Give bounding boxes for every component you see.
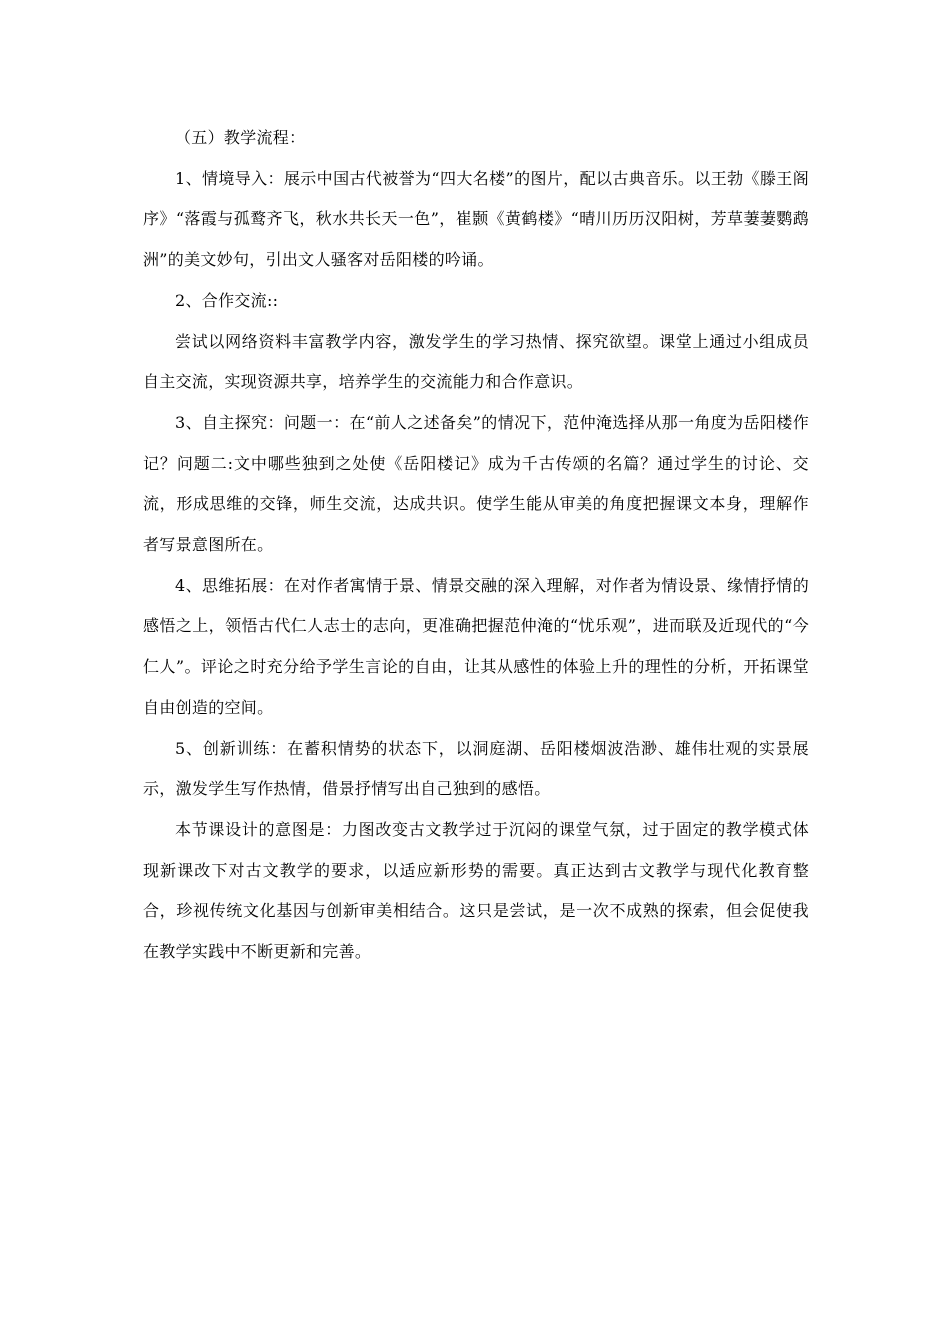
paragraph-cooperation-heading: 2、合作交流::: [175, 290, 279, 310]
paragraph-cooperation-body: 尝试以网络资料丰富教学内容，激发学生的学习热情、探究欲望。课堂上通过小组成员自主交流，实现资源共享，培养学生的交流能力和合作意识。: [143, 331, 809, 392]
paragraph-design-intent: 本节课设计的意图是：力图改变古文教学过于沉闷的课堂气氛，过于固定的教学模式体现新课改下对古文教学的要求，以适应新形势的需要。真正达到古文教学与现代化教育整合，珍视传统文化基因与创新审美相结合。这只是尝试，是一次不成熟的探索，但会促使我在教学实践中不断更新和完善。: [143, 819, 809, 962]
document-page: [143, 118, 809, 973]
paragraph-independent-inquiry: 3、自主探究：问题一：在“前人之述备矣”的情况下，范仲淹选择从那一角度为岳阳楼作记？问题二:文中哪些独到之处使《岳阳楼记》成为千古传颂的名篇？通过学生的讨论、交流，形成思维的交锋，师生交流，达成共识。使学生能从审美的角度把握课文本身，理解作者写景意图所在。: [143, 412, 809, 555]
paragraph-thinking-expansion: 4、思维拓展：在对作者寓情于景、情景交融的深入理解，对作者为情设景、缘情抒情的感悟之上，领悟古代仁人志士的志向，更准确把握范仲淹的“忧乐观”，进而联及近现代的“今仁人”。评论之时充分给予学生言论的自由，让其从感性的体验上升的理性的分析，开拓课堂自由创造的空间。: [143, 575, 809, 717]
section-heading-teaching-process: （五）教学流程：: [175, 128, 306, 147]
paragraph-scenario-intro: 1、情境导入：展示中国古代被誉为“四大名楼”的图片，配以古典音乐。以王勃《滕王阁序》“落霞与孤鹜齐飞，秋水共长天一色”，崔颢《黄鹤楼》“晴川历历汉阳树，芳草萋萋鹦鹉洲”的美文妙句，引出文人骚客对岳阳楼的吟诵。: [143, 168, 809, 270]
paragraph-innovation-training: 5、创新训练：在蓄积情势的状态下，以洞庭湖、岳阳楼烟波浩渺、雄伟壮观的实景展示，激发学生写作热情，借景抒情写出自己独到的感悟。: [143, 738, 809, 799]
